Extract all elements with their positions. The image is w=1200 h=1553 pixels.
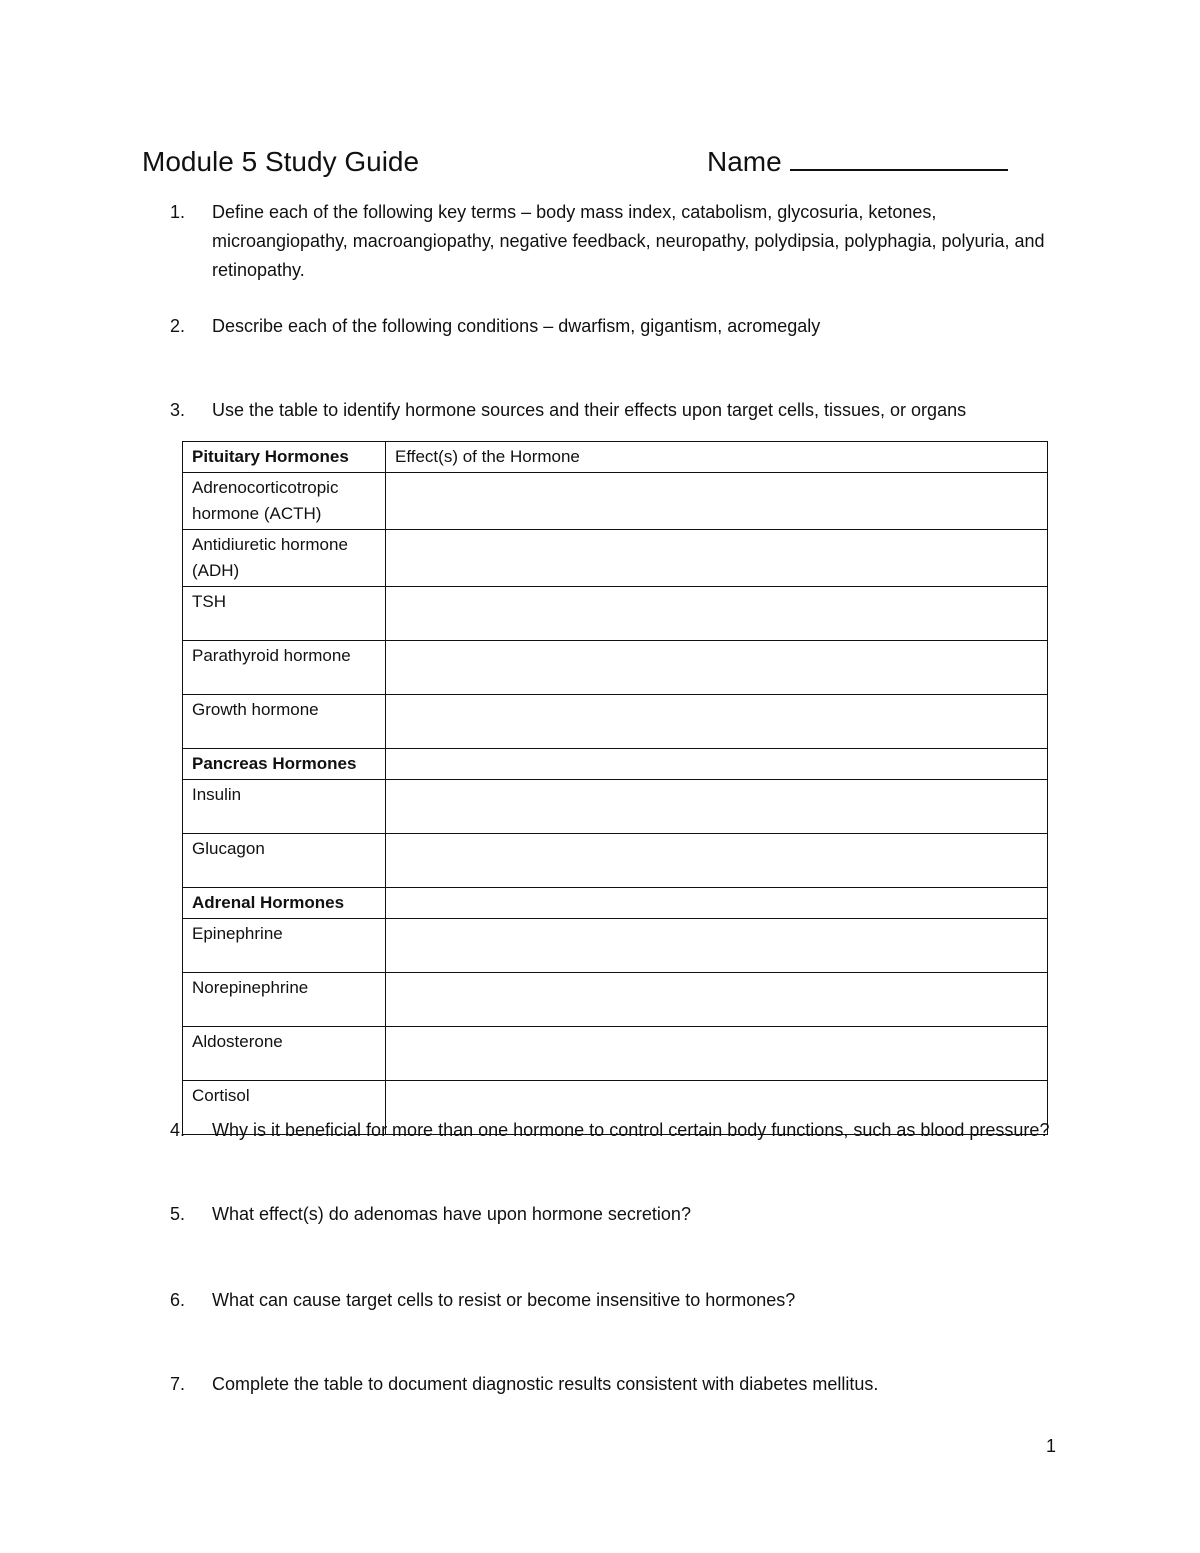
table-row bbox=[183, 1027, 1048, 1081]
question-text: Why is it beneficial for more than one hormone to control certain body functions, such as blood pressure? bbox=[212, 1120, 1050, 1140]
pituitary-header-cell: Pituitary Hormones bbox=[183, 442, 386, 473]
table-row bbox=[183, 834, 1048, 888]
table-row bbox=[183, 695, 1048, 749]
hormone-effect-cell[interactable] bbox=[386, 919, 1048, 973]
effect-header-cell: Effect(s) of the Hormone bbox=[386, 442, 1048, 473]
hormone-table bbox=[182, 441, 1048, 1135]
hormone-name-cell: Insulin bbox=[183, 780, 386, 834]
hormone-name-cell: Growth hormone bbox=[183, 695, 386, 749]
question-4 bbox=[170, 1116, 1050, 1145]
hormone-effect-cell[interactable] bbox=[386, 587, 1048, 641]
question-number: 4. bbox=[170, 1120, 186, 1140]
name-label: Name bbox=[707, 146, 782, 177]
section-blank-cell bbox=[386, 749, 1048, 780]
question-1 bbox=[170, 198, 1050, 285]
table-row bbox=[183, 587, 1048, 641]
question-number: 1. bbox=[170, 202, 186, 222]
hormone-name-cell: Aldosterone bbox=[183, 1027, 386, 1081]
section-blank-cell bbox=[386, 888, 1048, 919]
hormone-name-cell: Glucagon bbox=[183, 834, 386, 888]
adrenal-header-cell: Adrenal Hormones bbox=[183, 888, 386, 919]
table-row bbox=[183, 641, 1048, 695]
question-text: Complete the table to document diagnostic results consistent with diabetes mellitus. bbox=[212, 1374, 879, 1394]
table-section-row bbox=[183, 749, 1048, 780]
hormone-effect-cell[interactable] bbox=[386, 641, 1048, 695]
question-3 bbox=[170, 396, 1050, 425]
question-number: 3. bbox=[170, 400, 186, 420]
question-5 bbox=[170, 1200, 1050, 1229]
table-section-row bbox=[183, 888, 1048, 919]
document-title: Module 5 Study Guide bbox=[142, 146, 420, 177]
table-row bbox=[183, 780, 1048, 834]
hormone-name-cell: Norepinephrine bbox=[183, 973, 386, 1027]
hormone-effect-cell[interactable] bbox=[386, 473, 1048, 530]
hormone-name-cell: Parathyroid hormone bbox=[183, 641, 386, 695]
hormone-name-cell: Cortisol bbox=[183, 1081, 386, 1135]
hormone-name-cell: Adrenocorticotropic hormone (ACTH) bbox=[183, 473, 386, 530]
table-row bbox=[183, 530, 1048, 587]
question-text: What effect(s) do adenomas have upon hormone secretion? bbox=[212, 1204, 691, 1224]
question-2 bbox=[170, 312, 1050, 341]
hormone-effect-cell[interactable] bbox=[386, 530, 1048, 587]
name-field bbox=[707, 142, 1008, 182]
question-text: What can cause target cells to resist or become insensitive to hormones? bbox=[212, 1290, 796, 1310]
question-number: 5. bbox=[170, 1204, 186, 1224]
name-blank-line bbox=[790, 151, 1008, 171]
hormone-effect-cell[interactable] bbox=[386, 1027, 1048, 1081]
table-row bbox=[183, 473, 1048, 530]
table-row bbox=[183, 919, 1048, 973]
question-number: 2. bbox=[170, 316, 186, 336]
hormone-name-cell: Epinephrine bbox=[183, 919, 386, 973]
table-row bbox=[183, 973, 1048, 1027]
pancreas-header-cell: Pancreas Hormones bbox=[183, 749, 386, 780]
page-number: 1 bbox=[1046, 1436, 1057, 1456]
question-text: Define each of the following key terms – body mass index, catabolism, glycosuria, ketones, microangiopathy, macroangiopathy, negative feedback, neuropathy, polydipsia, polyphagia, polyuria, and retinopathy. bbox=[212, 202, 1045, 280]
document-header bbox=[142, 142, 1022, 186]
question-text: Describe each of the following conditions – dwarfism, gigantism, acromegaly bbox=[212, 316, 821, 336]
question-7 bbox=[170, 1370, 1050, 1399]
hormone-effect-cell[interactable] bbox=[386, 973, 1048, 1027]
hormone-effect-cell[interactable] bbox=[386, 780, 1048, 834]
question-text: Use the table to identify hormone sources and their effects upon target cells, tissues, or organs bbox=[212, 400, 967, 420]
question-number: 7. bbox=[170, 1374, 186, 1394]
hormone-effect-cell[interactable] bbox=[386, 695, 1048, 749]
hormone-name-cell: TSH bbox=[183, 587, 386, 641]
question-number: 6. bbox=[170, 1290, 186, 1310]
hormone-name-cell: Antidiuretic hormone (ADH) bbox=[183, 530, 386, 587]
hormone-effect-cell[interactable] bbox=[386, 834, 1048, 888]
table-header-row bbox=[183, 442, 1048, 473]
question-6 bbox=[170, 1286, 1050, 1315]
